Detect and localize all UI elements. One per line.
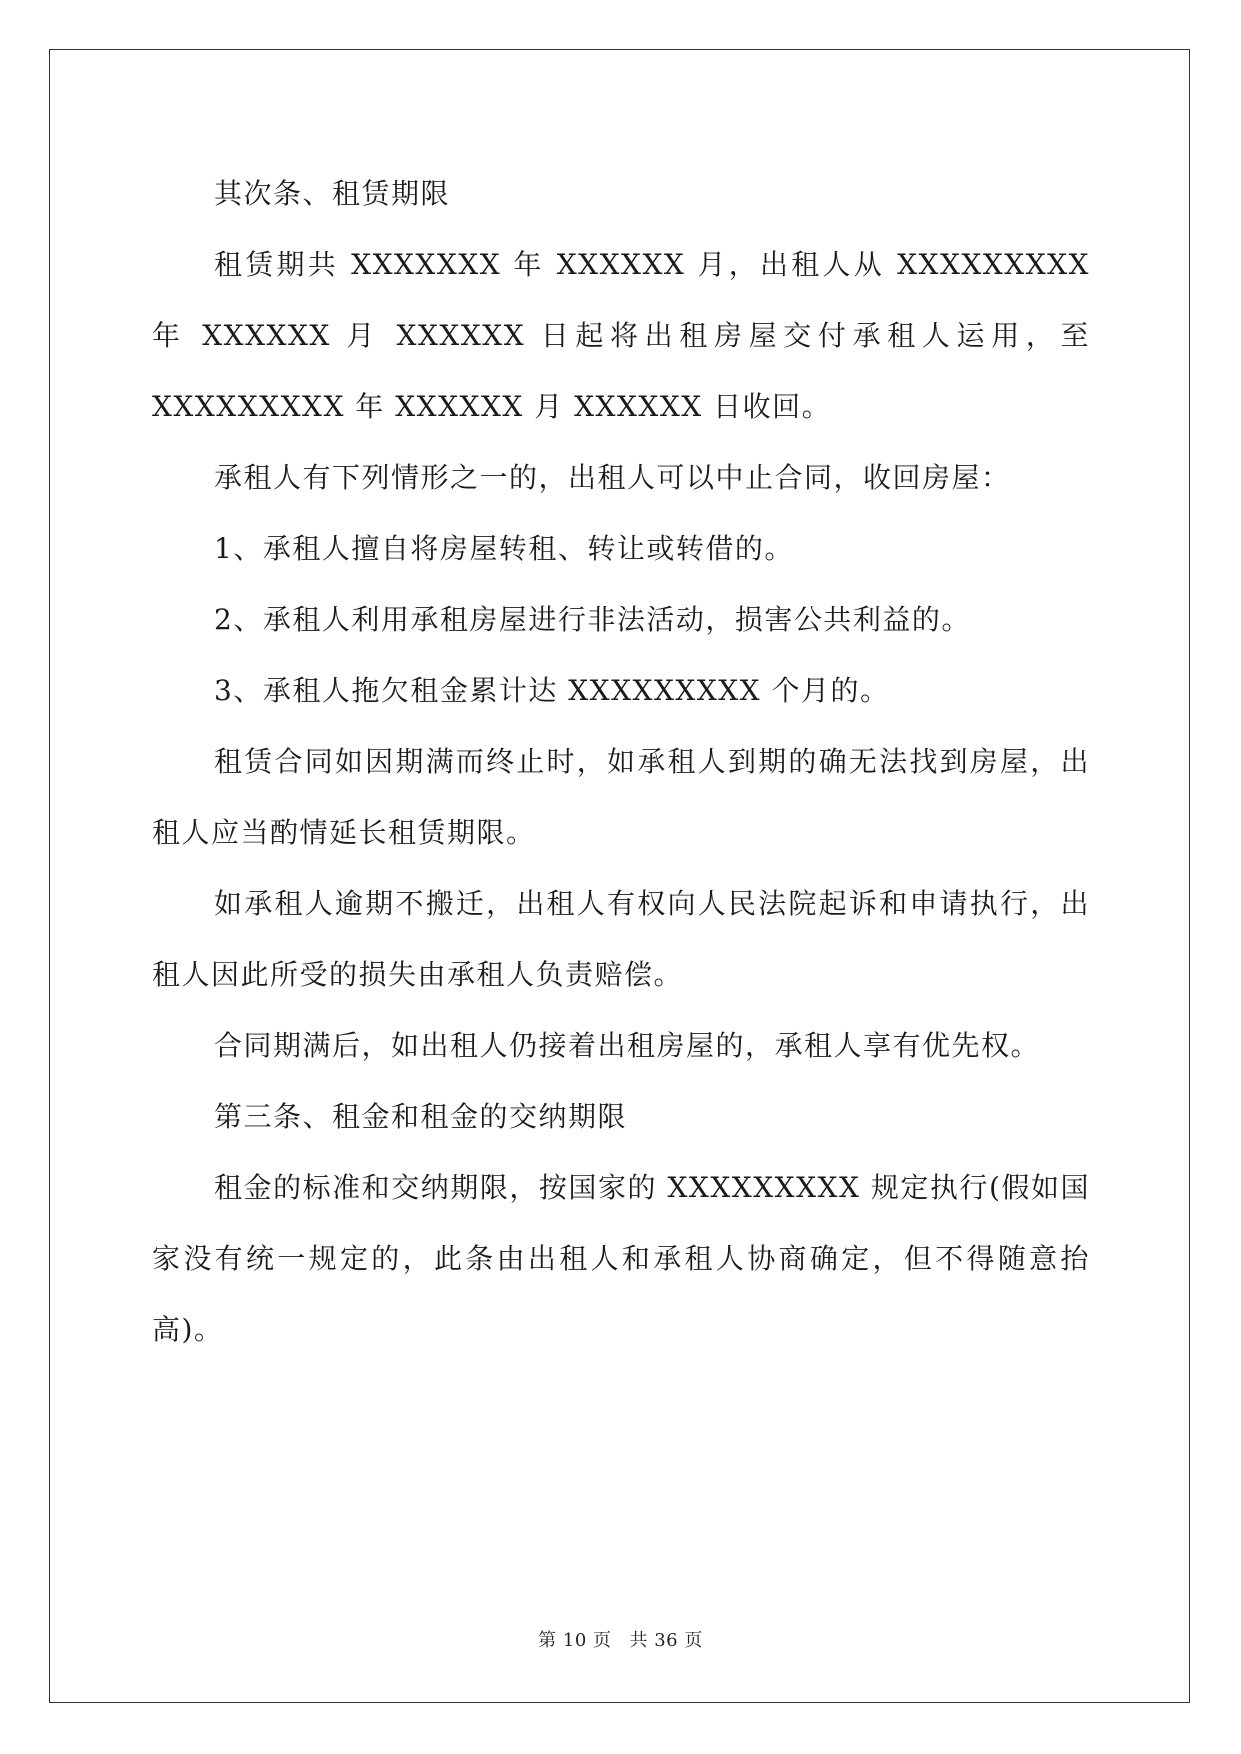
- list-item-rent-arrears: 3、承租人拖欠租金累计达 XXXXXXXXX 个月的。: [214, 674, 890, 707]
- paragraph-expiry-extension: 租赁合同如因期满而终止时，如承租人到期的确无法找到房屋，出租人应当酌情延长租赁期限。: [152, 745, 1090, 849]
- section-heading-term: 其次条、租赁期限: [214, 177, 451, 210]
- section-heading-rent: 第三条、租金和租金的交纳期限: [214, 1100, 628, 1133]
- paragraph-priority-right: 合同期满后，如出租人仍接着出租房屋的，承租人享有优先权。: [214, 1029, 1041, 1062]
- paragraph-lease-period: 租赁期共 XXXXXXX 年 XXXXXX 月，出租人从 XXXXXXXXX 年 XXXXXX 月 XXXXXX 日起将出租房屋交付承租人运用，至 XXXXXXXXX 年 XXXXXX 月 XXXXXX 日收回。: [152, 248, 1090, 423]
- page-number: 第 10 页: [538, 1630, 612, 1651]
- list-item-sublet: 1、承租人擅自将房屋转租、转让或转借的。: [214, 532, 794, 565]
- document-body: [152, 158, 1090, 1365]
- page-footer: [0, 1626, 1241, 1652]
- paragraph-overdue-move: 如承租人逾期不搬迁，出租人有权向人民法院起诉和申请执行，出租人因此所受的损失由承租人负责赔偿。: [152, 887, 1090, 991]
- paragraph-rent-standard: 租金的标准和交纳期限，按国家的 XXXXXXXXX 规定执行(假如国家没有统一规定的，此条由出租人和承租人协商确定，但不得随意抬高)。: [152, 1171, 1090, 1346]
- list-item-illegal-activity: 2、承租人利用承租房屋进行非法活动，损害公共利益的。: [214, 603, 971, 636]
- paragraph-termination-conditions: 承租人有下列情形之一的，出租人可以中止合同，收回房屋：: [214, 461, 1011, 494]
- page-total: 共 36 页: [629, 1630, 703, 1651]
